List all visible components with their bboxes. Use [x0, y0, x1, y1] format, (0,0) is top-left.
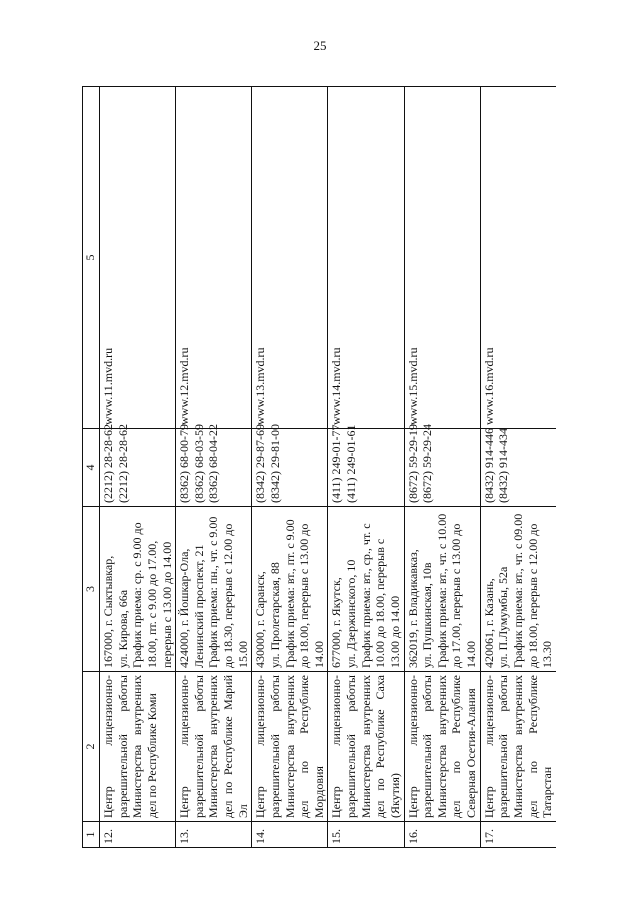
phone-number: (8362) 68-00-79 — [177, 424, 192, 503]
row-number: 15. — [328, 822, 404, 848]
address-schedule — [328, 507, 404, 672]
phone-number: (2212) 28-28-62 — [101, 424, 115, 503]
table-header-row — [83, 87, 100, 848]
column-header: 1 — [83, 822, 100, 848]
organization-name: Центр лицензионно-разрешительной работы Министерства внутренних дел по Республике Татарстан — [480, 672, 556, 822]
address-line: ул. Дзержинского, 10 — [344, 559, 358, 668]
table-row — [100, 87, 176, 848]
reception-schedule: График приема: вт., чт. с 10.00 до 17.00, перерыв с 13.00 до 14.00 — [434, 513, 478, 668]
phone-numbers — [328, 424, 404, 507]
table-row — [252, 87, 328, 848]
address-schedule — [480, 507, 556, 672]
phone-number: (8342) 29-81-00 — [267, 424, 282, 503]
phone-number: (411) 249-01-61 — [344, 424, 358, 503]
organization-name: Центр лицензионно-разрешительной работы Министерства внутренних дел по Республике Мордовия — [252, 672, 328, 822]
table-row — [480, 87, 556, 848]
phone-number: (8432) 914-434 — [496, 428, 511, 503]
address-schedule — [404, 507, 480, 672]
organization-name: Центр лицензионно-разрешительной работы Министерства внутренних дел по Республике Коми — [100, 672, 176, 822]
column-header: 2 — [83, 672, 100, 822]
address-line: 424000, г. Йошкар-Ола, — [177, 548, 192, 668]
website-link[interactable]: www.15.mvd.ru — [404, 87, 480, 429]
address-line: ул. П.Лумумбы, 52а — [496, 566, 511, 668]
licensing-centers-table — [82, 86, 556, 848]
website-link[interactable]: www.14.mvd.ru — [328, 87, 404, 429]
column-header: 5 — [83, 87, 100, 429]
address-line: Ленинский проспект, 21 — [191, 544, 206, 668]
reception-schedule: График приема: пн., чт. с 9.00 до 18.30, перерыв с 12.00 до 15.00 — [206, 516, 250, 668]
row-number: 13. — [176, 822, 252, 848]
address-schedule — [252, 507, 328, 672]
column-header: 3 — [83, 507, 100, 672]
address-line: 430000, г. Саранск, — [253, 571, 268, 668]
phone-numbers — [252, 424, 328, 507]
rotated-table-container — [82, 86, 556, 848]
organization-name: Центр лицензионно-разрешительной работы Министерства внутренних дел по Республике Северная Осетия-Алания — [404, 672, 480, 822]
page-number: 25 — [313, 38, 327, 53]
address-line: 420061, г. Казань, — [481, 578, 496, 668]
reception-schedule: График приема: вт., ср., чт. с 10.00 до 18.00, перерыв с 13.00 до 14.00 — [358, 523, 402, 668]
phone-number: (411) 249-01-77 — [329, 424, 344, 503]
address-schedule — [100, 507, 176, 672]
address-line: 677000, г. Якутск, — [329, 577, 344, 668]
row-number: 16. — [404, 822, 480, 848]
website-link[interactable]: www.11.mvd.ru — [100, 87, 176, 429]
phone-numbers — [480, 429, 556, 507]
reception-schedule: График приема: ср. с 9.00 до 18.00, пт. с 9.00 до 17.00, перерыв с 13.00 до 14.00 — [130, 522, 174, 668]
address-line: ул. Кирова, 66а — [115, 589, 130, 668]
row-number: 12. — [100, 822, 176, 848]
phone-numbers — [100, 424, 176, 507]
reception-schedule: График приема: вт., пт. с 9.00 до 18.00, перерыв с 13.00 до 14.00 — [282, 519, 326, 668]
address-line: 362019, г. Владикавказ, — [405, 549, 420, 668]
organization-name: Центр лицензионно-разрешительной работы Министерства внутренних дел по Республике Саха (Якутия) — [328, 672, 404, 822]
phone-number: (8672) 59-29-24 — [420, 424, 435, 503]
address-line: 167000, г. Сыктывкар, — [101, 555, 115, 668]
phone-number: (8342) 29-87-69 — [253, 424, 268, 503]
table-row — [404, 87, 480, 848]
row-number: 17. — [480, 822, 556, 848]
phone-number: (2212) 28-28-62 — [115, 424, 130, 503]
organization-name: Центр лицензионно-разрешительной работы Министерства внутренних дел по Республике Марий Эл — [176, 672, 252, 822]
table-row — [176, 87, 252, 848]
row-number: 14. — [252, 822, 328, 848]
website-link[interactable]: www.13.mvd.ru — [252, 87, 328, 429]
phone-number: (8362) 68-04-22 — [206, 424, 221, 503]
table-row — [328, 87, 404, 848]
phone-number: (8432) 914-446 — [481, 428, 496, 503]
document-table-area — [82, 86, 556, 848]
phone-numbers — [404, 424, 480, 507]
phone-number: (8362) 68-03-59 — [191, 424, 206, 503]
reception-schedule: График приема: вт., чт. с 09.00 до 18.00, перерыв с 12.00 до 13.30 — [510, 513, 555, 668]
address-schedule — [176, 507, 252, 672]
phone-numbers — [176, 424, 252, 507]
column-header: 4 — [83, 429, 100, 507]
website-link[interactable]: www.16.mvd.ru — [480, 87, 556, 429]
address-line: ул. Пушкинская, 10в — [420, 562, 435, 668]
website-link[interactable]: www.12.mvd.ru — [176, 87, 252, 429]
phone-number: (8672) 59-29-19 — [405, 424, 420, 503]
address-line: ул. Пролетарская, 88 — [267, 562, 282, 668]
